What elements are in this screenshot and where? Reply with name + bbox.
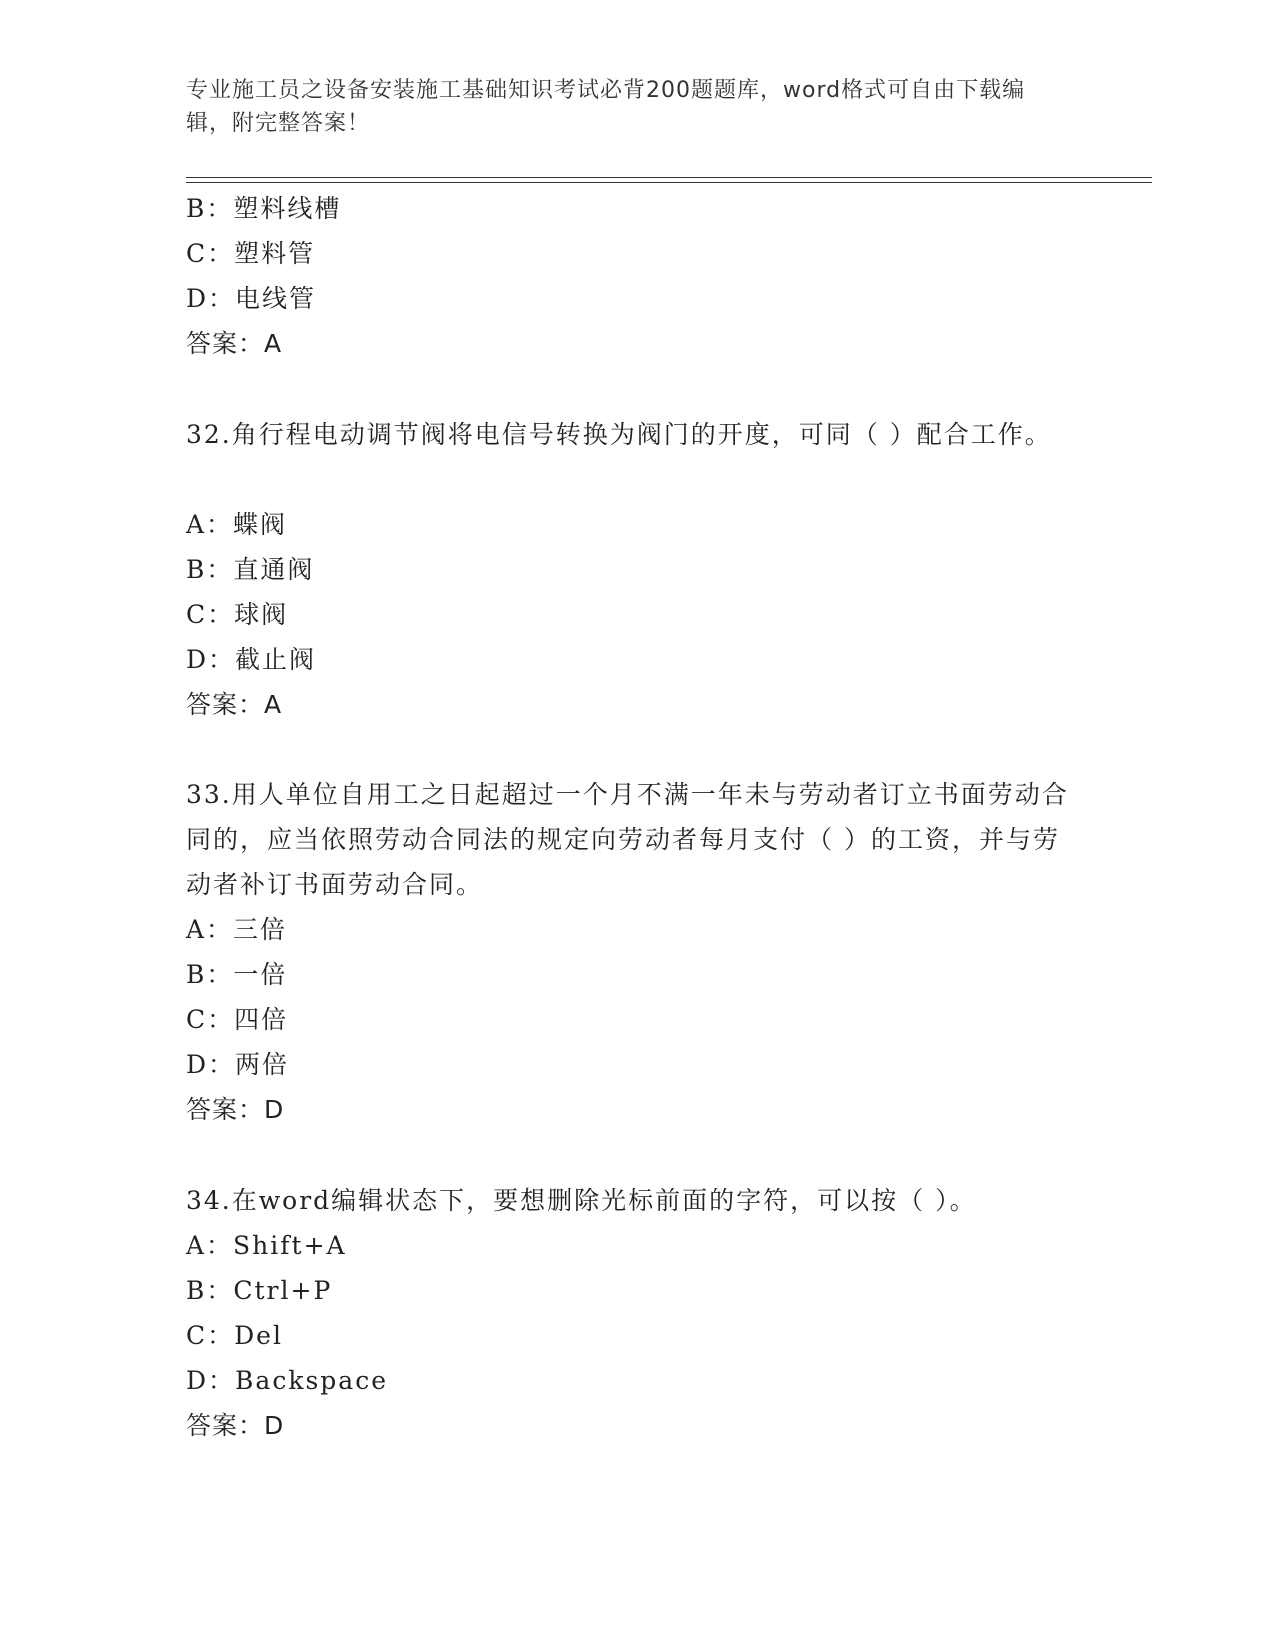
q31-option-c: C：塑料管	[186, 239, 316, 268]
q31-answer: 答案：A	[186, 329, 283, 358]
q34-answer: 答案：D	[186, 1411, 285, 1440]
q34-option-a: A：Shift+A	[186, 1231, 347, 1260]
q31-option-d: D：电线管	[186, 284, 317, 313]
header-divider-bottom	[186, 182, 1152, 183]
q32-stem: 32.角行程电动调节阀将电信号转换为阀门的开度，可同（ ）配合工作。	[186, 420, 1052, 449]
q34-stem: 34.在word编辑状态下，要想删除光标前面的字符，可以按（ ）。	[186, 1186, 977, 1215]
q31-option-b: B：塑料线槽	[186, 194, 342, 223]
q32-option-b: B：直通阀	[186, 555, 315, 584]
q32-answer: 答案：A	[186, 690, 283, 719]
q33-stem: 33.用人单位自用工之日起超过一个月不满一年未与劳动者订立书面劳动合同的，应当依照劳动合同法的规定向劳动者每月支付（ ）的工资，并与劳动者补订书面劳动合同。	[186, 780, 1069, 899]
q32-option-a: A：蝶阀	[186, 510, 288, 539]
q32-option-c: C：球阀	[186, 600, 289, 629]
document-header: 专业施工员之设备安装施工基础知识考试必背200题题库，word格式可自由下载编辑，附完整答案！	[186, 78, 1026, 136]
q34-option-b: B：Ctrl+P	[186, 1276, 333, 1305]
q34-option-c: C：Del	[186, 1321, 283, 1350]
q33-option-d: D：两倍	[186, 1050, 290, 1079]
header-divider-top	[186, 177, 1152, 178]
q33-option-c: C：四倍	[186, 1005, 289, 1034]
q33-answer: 答案：D	[186, 1095, 285, 1124]
q33-option-b: B：一倍	[186, 960, 288, 989]
q33-option-a: A：三倍	[186, 915, 288, 944]
q32-option-d: D：截止阀	[186, 645, 317, 674]
q34-option-d: D：Backspace	[186, 1366, 389, 1395]
